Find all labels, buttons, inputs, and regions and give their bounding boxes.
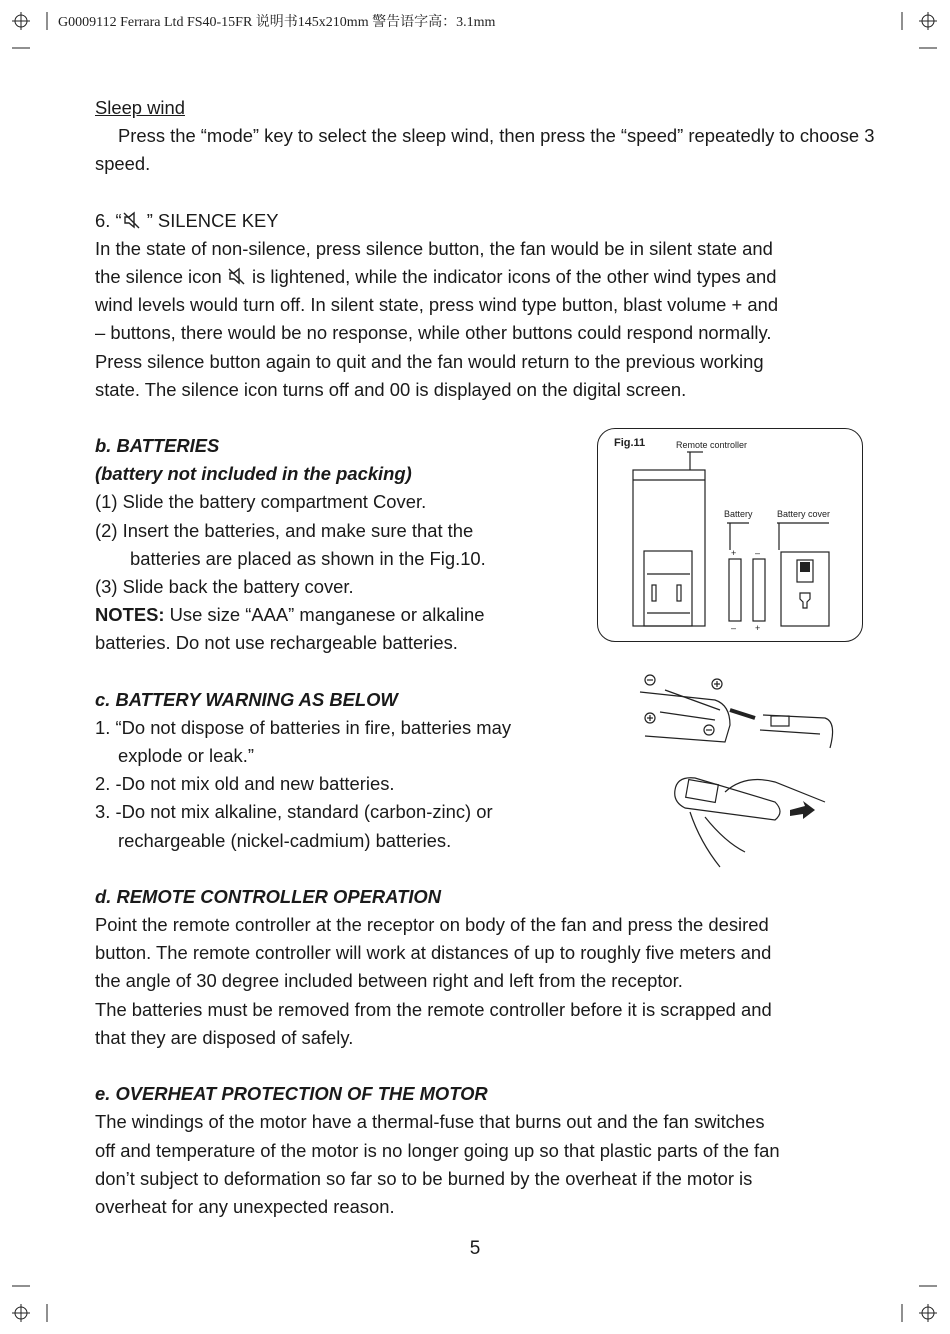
overheat-line: don’t subject to deformation so far so to be burned by the overheat if the motor is [95, 1167, 753, 1189]
batteries-step: (2) Insert the batteries, and make sure that the [95, 519, 474, 541]
silence-key-line: state. The silence icon turns off and 00 is displayed on the digital screen. [95, 378, 687, 400]
crop-mark-bottom-right [895, 1280, 940, 1330]
sleep-wind-title: Sleep wind [95, 97, 185, 118]
batteries-title: b. BATTERIES [95, 435, 220, 457]
print-slug-header: G0009112 Ferrara Ltd FS40-15FR 说明书145x210mm 警告语字高：3.1mm [58, 15, 496, 30]
batteries-subtitle: (battery not included in the packing) [95, 463, 412, 485]
battery-label: Battery [724, 509, 753, 519]
battery-warning-item: rechargeable (nickel-cadmium) batteries. [118, 829, 452, 851]
figure-11 [597, 428, 863, 642]
overheat-line: off and temperature of the motor is no longer going up so that plastic parts of the fan [95, 1139, 780, 1161]
figure-11-label: Fig.11 [614, 437, 646, 449]
svg-text:–: – [731, 623, 737, 633]
speaker-mute-icon [122, 211, 142, 229]
silence-key-line: – buttons, there would be no response, while other buttons could respond normally. [95, 322, 772, 344]
remote-operation-line: button. The remote controller will work at distances of up to roughly five meters and [95, 942, 772, 964]
page-number: 5 [469, 1238, 481, 1259]
remote-operation-line: that they are disposed of safely. [95, 1026, 354, 1048]
batteries-notes: NOTES: Use size “AAA” manganese or alkaline [95, 604, 485, 626]
overheat-line: The windings of the motor have a thermal-fuse that burns out and the fan switches [95, 1111, 765, 1133]
remote-operation-line: the angle of 30 degree included between right and left from the receptor. [95, 970, 683, 992]
overheat-line: overheat for any unexpected reason. [95, 1195, 395, 1217]
batteries-step: (1) Slide the battery compartment Cover. [95, 491, 427, 513]
battery-insertion-illustration [625, 670, 855, 760]
svg-text:+: + [755, 623, 761, 633]
remote-controller-label: Remote controller [676, 440, 748, 450]
silence-key-line: wind levels would turn off. In silent state, press wind type button, blast volume + and [95, 294, 779, 316]
remote-operation-line: The batteries must be removed from the remote controller before it is scrapped and [95, 998, 772, 1020]
battery-warning-item: explode or leak.” [118, 745, 254, 767]
batteries-step: batteries are placed as shown in the Fig.10. [130, 547, 486, 569]
crop-mark-bottom-left [10, 1280, 55, 1330]
batteries-section [95, 432, 595, 855]
sleep-wind-text: Press the “mode” key to select the sleep wind, then press the “speed” repeatedly to choose 3 speed. [95, 125, 875, 175]
battery-cover-label: Battery cover [777, 509, 831, 519]
silence-key-title: 6. “ ” SILENCE KEY [95, 209, 279, 231]
remove-cover-illustration [665, 772, 845, 872]
silence-key-line: In the state of non-silence, press silence button, the fan would be in silent state and [95, 237, 773, 259]
battery-warning-item: 2. -Do not mix old and new batteries. [95, 773, 395, 795]
crop-mark-top-right [895, 10, 940, 60]
svg-text:–: – [755, 548, 761, 558]
remote-operation-line: Point the remote controller at the receptor on body of the fan and press the desired [95, 914, 769, 936]
silence-key-line: Press silence button again to quit and the fan would return to the previous working [95, 350, 764, 372]
battery-warning-item: 3. -Do not mix alkaline, standard (carbon-zinc) or [95, 801, 493, 823]
silence-key-line: the silence icon is lightened, while the indicator icons of the other wind types and [95, 266, 777, 288]
speaker-mute-icon [227, 267, 247, 285]
crop-mark-top-left [10, 10, 55, 60]
overheat-title: e. OVERHEAT PROTECTION OF THE MOTOR [95, 1083, 488, 1105]
remote-operation-title: d. REMOTE CONTROLLER OPERATION [95, 885, 442, 907]
battery-warning-item: 1. “Do not dispose of batteries in fire, batteries may [95, 716, 512, 738]
remote-battery-diagram [597, 428, 863, 642]
batteries-notes: batteries. Do not use rechargeable batteries. [95, 632, 458, 654]
svg-text:+: + [731, 548, 737, 558]
page-content [95, 94, 875, 1221]
batteries-step: (3) Slide back the battery cover. [95, 576, 354, 598]
battery-warning-title: c. BATTERY WARNING AS BELOW [95, 688, 398, 710]
